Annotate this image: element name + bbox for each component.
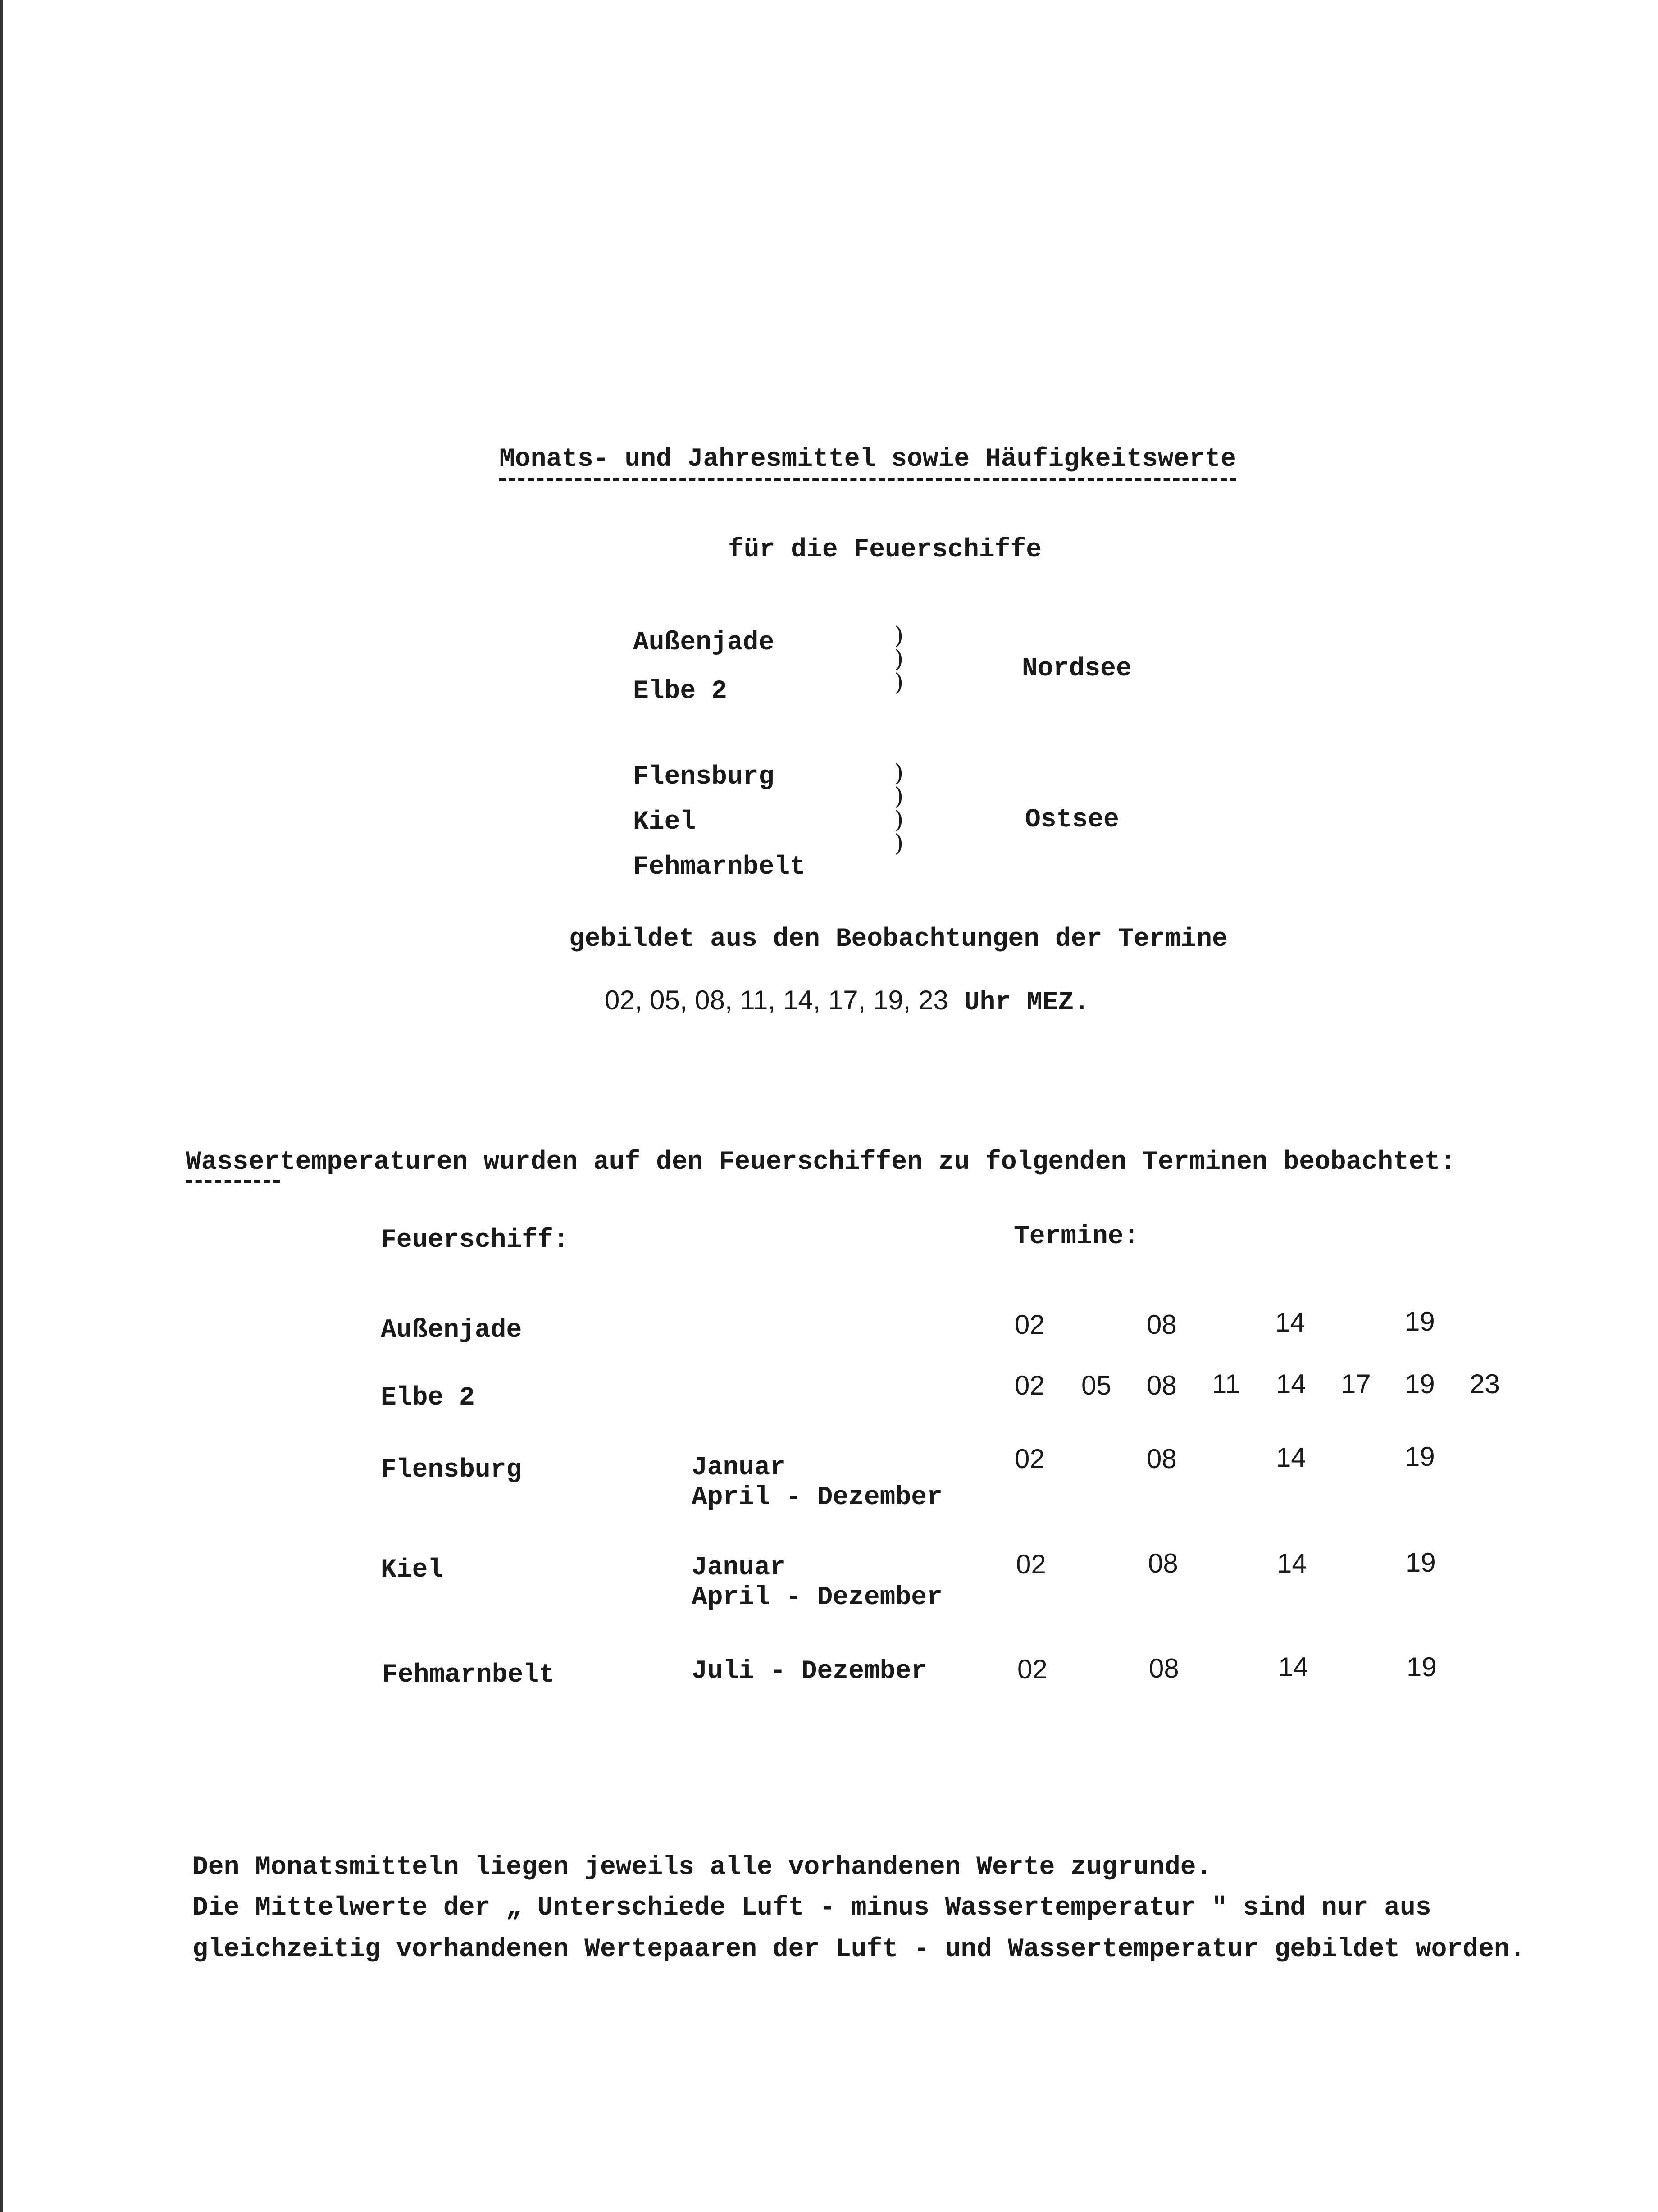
observation-line: gebildet aus den Beobachtungen der Termine	[569, 925, 1228, 954]
observation-times-suffix: Uhr MEZ.	[964, 988, 1090, 1017]
water-heading	[186, 1147, 1456, 1178]
brace-ostsee: ) ) ) )	[894, 760, 904, 857]
term-cell: 19	[1405, 1441, 1435, 1472]
period-line: April - Dezember	[692, 1483, 943, 1512]
table-row-ship: Außenjade	[381, 1316, 522, 1345]
term-cell: 17	[1341, 1369, 1371, 1399]
term-cell: 08	[1147, 1444, 1177, 1474]
period-cell	[692, 1553, 943, 1613]
term-cell: 19	[1405, 1306, 1435, 1336]
footer-note-line: Den Monatsmitteln liegen jeweils alle vorhandenen Werte zugrunde.	[192, 1853, 1212, 1882]
term-cell: 08	[1148, 1548, 1178, 1578]
observation-times	[605, 985, 1089, 1019]
region-nordsee: Nordsee	[1022, 654, 1132, 684]
term-cell: 08	[1149, 1653, 1179, 1683]
period-line: Januar	[692, 1453, 786, 1482]
term-cell: 05	[1081, 1370, 1111, 1400]
term-cell: 02	[1017, 1654, 1048, 1684]
term-cell: 11	[1212, 1369, 1240, 1399]
table-row-ship: Elbe 2	[381, 1383, 475, 1413]
observation-times-values: 02, 05, 08, 11, 14, 17, 19, 23	[605, 985, 948, 1015]
period-line: April - Dezember	[692, 1583, 943, 1612]
term-cell: 14	[1275, 1307, 1305, 1337]
term-cell: 08	[1147, 1309, 1177, 1340]
column-ship-header: Feuerschiff:	[381, 1226, 569, 1255]
brace-nordsee: ) ) )	[894, 622, 904, 696]
term-cell: 02	[1015, 1370, 1045, 1400]
ship-aussenjade: Außenjade	[633, 628, 774, 657]
period-cell	[692, 1453, 943, 1513]
ship-elbe-2: Elbe 2	[633, 677, 727, 706]
column-terms-header: Termine:	[1014, 1222, 1139, 1251]
term-cell: 23	[1470, 1369, 1500, 1399]
table-row-ship: Flensburg	[381, 1455, 522, 1485]
term-cell: 02	[1016, 1549, 1046, 1579]
water-heading-underlined: Wasser	[186, 1148, 280, 1183]
term-cell: 08	[1147, 1370, 1177, 1400]
term-cell: 14	[1277, 1548, 1307, 1578]
ship-fehmarnbelt: Fehmarnbelt	[633, 853, 806, 882]
table-row-ship: Kiel	[381, 1555, 444, 1585]
water-heading-rest: temperaturen wurden auf den Feuerschiffen zu folgenden Terminen beobachtet:	[279, 1148, 1456, 1177]
ship-kiel: Kiel	[633, 807, 696, 837]
period-line: Januar	[692, 1553, 786, 1583]
period-cell: Juli - Dezember	[692, 1657, 927, 1686]
term-cell: 14	[1276, 1442, 1306, 1473]
term-cell: 14	[1276, 1369, 1306, 1399]
page-edge	[0, 0, 3, 2212]
ship-flensburg: Flensburg	[633, 762, 774, 792]
region-ostsee: Ostsee	[1025, 805, 1119, 835]
page-subtitle: für die Feuerschiffe	[728, 535, 1042, 565]
term-cell: 19	[1407, 1652, 1437, 1682]
term-cell: 02	[1015, 1309, 1045, 1340]
footer-note-line: gleichzeitig vorhandenen Wertepaaren der Luft - und Wassertemperatur gebildet worden.	[192, 1935, 1526, 1964]
term-cell: 02	[1015, 1444, 1045, 1474]
term-cell: 19	[1406, 1547, 1436, 1578]
term-cell: 19	[1405, 1369, 1435, 1399]
term-cell: 14	[1278, 1652, 1308, 1682]
footer-note-line: Die Mittelwerte der „ Unterschiede Luft - minus Wassertemperatur " sind nur aus	[192, 1893, 1431, 1923]
page-title: Monats- und Jahresmittel sowie Häufigkeitswerte	[499, 444, 1236, 481]
table-row-ship: Fehmarnbelt	[382, 1660, 555, 1690]
